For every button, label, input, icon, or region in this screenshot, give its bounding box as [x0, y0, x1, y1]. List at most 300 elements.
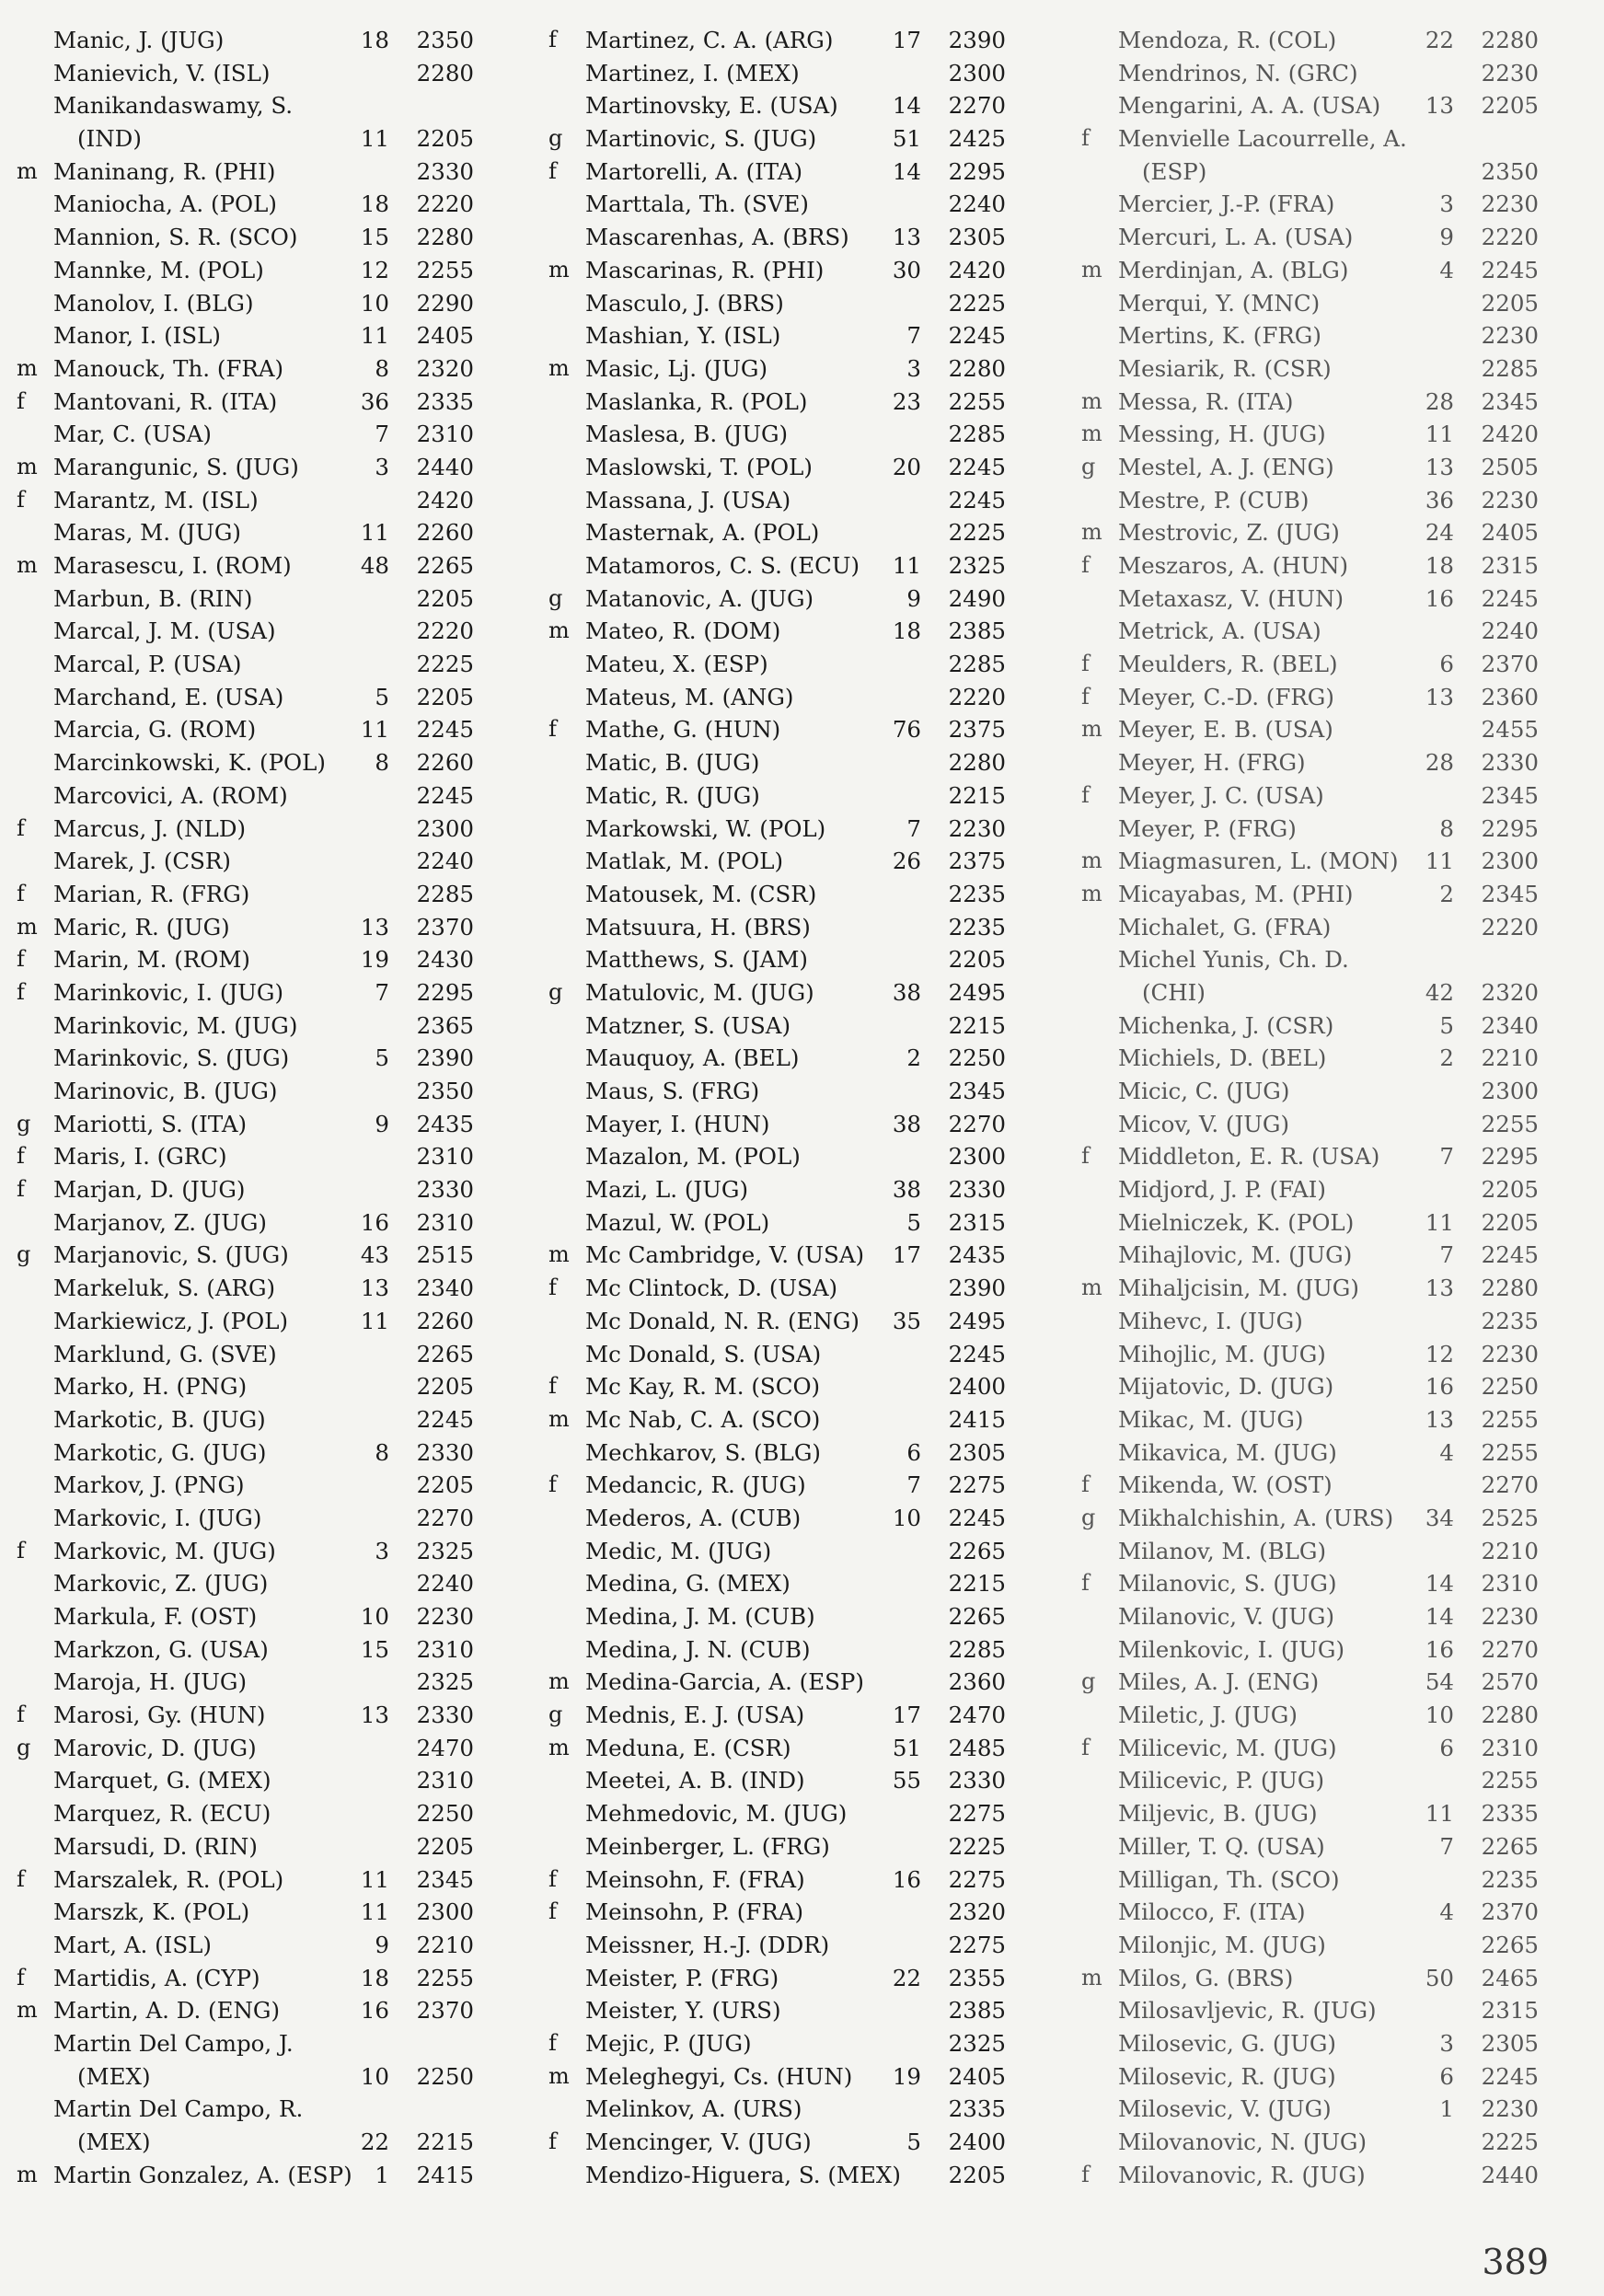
list-item	[1081, 516, 1560, 549]
rating: 2205	[416, 125, 474, 153]
player-name: Matic, B. (JUG)	[585, 749, 760, 777]
games-count: 16	[1425, 1635, 1454, 1663]
title-code: f	[1081, 1471, 1090, 1498]
rating: 2230	[1481, 322, 1539, 350]
rating: 2360	[1481, 683, 1539, 710]
list-item	[548, 713, 1027, 746]
title-code: f	[17, 1964, 25, 1990]
player-name: Markzon, G. (USA)	[53, 1635, 269, 1663]
title-code: m	[17, 913, 38, 940]
list-item	[548, 254, 1027, 287]
rating: 2245	[948, 322, 1006, 350]
player-name: (MEX)	[77, 2062, 151, 2090]
list-item	[17, 1962, 495, 1995]
rating: 2490	[948, 584, 1006, 612]
list-item	[1081, 549, 1560, 583]
column-1	[17, 24, 495, 2191]
player-name: Meyer, H. (FRG)	[1118, 749, 1306, 777]
games-count: 6	[906, 1438, 921, 1466]
list-item	[548, 122, 1027, 156]
rating: 2350	[416, 27, 474, 53]
list-item	[17, 1010, 495, 1043]
player-name: Milanovic, S. (JUG)	[1118, 1570, 1337, 1598]
player-name: Miller, T. Q. (USA)	[1118, 1832, 1325, 1860]
list-item	[17, 583, 495, 616]
games-count: 8	[375, 749, 389, 777]
player-name: Manolov, I. (BLG)	[53, 289, 254, 317]
player-name: Mielniczek, K. (POL)	[1118, 1208, 1355, 1236]
player-name: Marklund, G. (SVE)	[53, 1340, 277, 1367]
list-item	[548, 1797, 1027, 1830]
player-name: Medic, M. (JUG)	[585, 1537, 772, 1564]
games-count: 22	[1425, 27, 1454, 53]
rating: 2325	[416, 1668, 474, 1696]
rating: 2285	[948, 1635, 1006, 1663]
player-name: Micayabas, M. (PHI)	[1118, 880, 1354, 907]
rating: 2470	[416, 1734, 474, 1761]
list-item	[17, 845, 495, 878]
rating: 2245	[948, 453, 1006, 480]
list-item	[17, 615, 495, 648]
player-name: Mikenda, W. (OST)	[1118, 1471, 1333, 1499]
player-name: Milovanovic, R. (JUG)	[1118, 2161, 1366, 2188]
player-name: Messing, H. (JUG)	[1118, 421, 1326, 448]
games-count: 4	[1439, 1438, 1454, 1466]
list-item	[1081, 681, 1560, 714]
list-item	[1081, 2027, 1560, 2060]
games-count: 13	[360, 913, 389, 940]
list-item	[548, 1633, 1027, 1667]
player-name: Matousek, M. (CSR)	[585, 880, 817, 907]
list-item	[17, 2126, 495, 2159]
list-item	[1081, 779, 1560, 813]
games-count: 36	[360, 387, 389, 415]
list-item	[548, 1896, 1027, 1929]
player-name: Mannion, S. R. (SCO)	[53, 224, 298, 251]
title-code: m	[1081, 421, 1102, 447]
rating: 2330	[416, 1438, 474, 1466]
rating: 2255	[1481, 1405, 1539, 1433]
player-name: Micic, C. (JUG)	[1118, 1078, 1290, 1104]
games-count: 9	[375, 1110, 389, 1137]
title-code: g	[548, 978, 563, 1005]
player-name: Meleghegyi, Cs. (HUN)	[585, 2062, 853, 2090]
rating: 2215	[948, 1011, 1006, 1039]
player-name: Manievich, V. (ISL)	[53, 59, 271, 87]
player-name: Milicevic, P. (JUG)	[1118, 1767, 1325, 1794]
list-item	[548, 976, 1027, 1010]
games-count: 4	[1439, 256, 1454, 283]
games-count: 5	[375, 1044, 389, 1072]
list-item	[17, 1600, 495, 1633]
rating: 2205	[1481, 289, 1539, 317]
rating: 2305	[948, 1438, 1006, 1466]
player-name: Marasescu, I. (ROM)	[53, 552, 292, 579]
rating: 2285	[416, 880, 474, 907]
rating: 2205	[1481, 92, 1539, 120]
player-name: Mazul, W. (POL)	[585, 1208, 770, 1236]
title-code: f	[17, 880, 25, 906]
player-name: Marjanov, Z. (JUG)	[53, 1208, 267, 1236]
player-name: Marszalek, R. (POL)	[53, 1865, 284, 1893]
list-item	[1081, 89, 1560, 122]
rating: 2375	[948, 848, 1006, 875]
player-name: Masculo, J. (BRS)	[585, 289, 784, 317]
player-name: Marko, H. (PNG)	[53, 1373, 248, 1401]
rating: 2420	[1481, 421, 1539, 448]
games-count: 5	[1439, 1011, 1454, 1039]
player-name: Mijatovic, D. (JUG)	[1118, 1373, 1334, 1401]
player-name: Mariotti, S. (ITA)	[53, 1110, 248, 1137]
title-code: m	[17, 2161, 38, 2187]
games-count: 5	[375, 683, 389, 710]
rating: 2265	[948, 1537, 1006, 1564]
title-code: f	[17, 486, 25, 513]
rating: 2255	[1481, 1438, 1539, 1466]
player-name: Michel Yunis, Ch. D.	[1118, 946, 1349, 974]
player-name: Maninang, R. (PHI)	[53, 157, 276, 185]
list-item	[17, 976, 495, 1010]
list-item	[17, 911, 495, 944]
list-item	[1081, 1173, 1560, 1206]
player-name: Matamoros, C. S. (ECU)	[585, 552, 860, 579]
player-name: Marek, J. (CSR)	[53, 848, 231, 875]
player-name: Meister, P. (FRG)	[585, 1964, 779, 1991]
rating: 2265	[1481, 1931, 1539, 1958]
player-name: Marangunic, S. (JUG)	[53, 453, 299, 480]
rating: 2245	[948, 1504, 1006, 1531]
title-code: f	[1081, 651, 1090, 677]
rating: 2265	[416, 552, 474, 579]
player-name: Mc Kay, R. M. (SCO)	[585, 1373, 821, 1401]
player-name: Mestre, P. (CUB)	[1118, 486, 1310, 513]
list-item	[17, 1732, 495, 1765]
games-count: 34	[1425, 1504, 1454, 1531]
title-code: f	[17, 1865, 25, 1892]
list-item	[548, 2126, 1027, 2159]
rating: 2465	[1481, 1964, 1539, 1991]
player-name: Mercier, J.-P. (FRA)	[1118, 190, 1335, 218]
list-item	[1081, 1108, 1560, 1141]
player-name: Mihojlic, M. (JUG)	[1118, 1340, 1326, 1367]
rating: 2215	[948, 781, 1006, 809]
list-item	[1081, 878, 1560, 911]
list-item	[548, 1567, 1027, 1600]
player-name: Matanovic, A. (JUG)	[585, 584, 814, 612]
player-name: Marcal, P. (USA)	[53, 651, 242, 678]
player-name: Meulders, R. (BEL)	[1118, 651, 1338, 678]
player-name: Mauquoy, A. (BEL)	[585, 1044, 800, 1072]
player-name: Mazalon, M. (POL)	[585, 1143, 801, 1171]
player-name: Manor, I. (ISL)	[53, 322, 221, 350]
list-item	[548, 1929, 1027, 1962]
list-item	[17, 156, 495, 189]
list-item	[548, 1535, 1027, 1568]
list-item	[17, 1633, 495, 1667]
list-item	[17, 1075, 495, 1108]
games-count: 6	[1439, 1734, 1454, 1761]
rating: 2230	[948, 814, 1006, 842]
player-name: Masic, Lj. (JUG)	[585, 354, 767, 382]
title-code: g	[1081, 453, 1096, 479]
rating: 2275	[948, 1471, 1006, 1499]
list-item	[17, 878, 495, 911]
rating: 2225	[948, 519, 1006, 547]
player-name: Mederos, A. (CUB)	[585, 1504, 802, 1531]
games-count: 18	[892, 617, 921, 645]
title-code: f	[1081, 781, 1090, 808]
list-item	[17, 1994, 495, 2027]
rating: 2515	[416, 1241, 474, 1269]
games-count: 18	[360, 1964, 389, 1991]
list-item	[548, 746, 1027, 779]
rating: 2210	[1481, 1044, 1539, 1072]
list-item	[548, 1075, 1027, 1108]
rating: 2285	[948, 651, 1006, 678]
games-count: 16	[360, 1208, 389, 1236]
rating: 2205	[1481, 1176, 1539, 1204]
player-name: Markov, J. (PNG)	[53, 1471, 245, 1499]
player-name: Maslesa, B. (JUG)	[585, 421, 789, 448]
rating: 2250	[416, 1800, 474, 1828]
title-code: m	[1081, 387, 1102, 414]
player-name: Manic, J. (JUG)	[53, 27, 225, 53]
games-count: 14	[892, 157, 921, 185]
list-item	[1081, 254, 1560, 287]
title-code: g	[17, 1734, 31, 1760]
games-count: 76	[892, 716, 921, 744]
list-item	[1081, 1764, 1560, 1797]
games-count: 3	[375, 1537, 389, 1564]
list-item	[1081, 1994, 1560, 2027]
games-count: 42	[1425, 978, 1454, 1006]
list-item	[1081, 943, 1560, 976]
games-count: 11	[892, 552, 921, 579]
games-count: 38	[892, 1176, 921, 1204]
games-count: 2	[1439, 1044, 1454, 1072]
title-code: m	[548, 1668, 570, 1695]
player-name: Mercuri, L. A. (USA)	[1118, 224, 1354, 251]
player-name: Mc Cambridge, V. (USA)	[585, 1241, 865, 1269]
player-name: Miljevic, B. (JUG)	[1118, 1800, 1318, 1828]
rating: 2280	[416, 59, 474, 87]
rating: 2270	[1481, 1471, 1539, 1499]
games-count: 13	[360, 1702, 389, 1729]
list-item	[548, 1830, 1027, 1863]
rating: 2240	[948, 190, 1006, 218]
player-name: Mc Nab, C. A. (SCO)	[585, 1405, 821, 1433]
rating: 2405	[416, 322, 474, 350]
player-name: Michiels, D. (BEL)	[1118, 1044, 1327, 1072]
player-name: Martin Del Campo, J.	[53, 2029, 294, 2057]
title-code: m	[548, 256, 570, 283]
player-name: Mihevc, I. (JUG)	[1118, 1307, 1303, 1334]
player-name: Mascarenhas, A. (BRS)	[585, 224, 849, 251]
title-code: m	[548, 617, 570, 644]
rating: 2265	[1481, 1832, 1539, 1860]
title-code: f	[548, 1471, 557, 1498]
player-name: Marian, R. (FRG)	[53, 880, 250, 907]
title-code: f	[17, 1702, 25, 1728]
rating: 2305	[948, 224, 1006, 251]
player-name: Meinsohn, F. (FRA)	[585, 1865, 805, 1893]
title-code: f	[1081, 125, 1090, 152]
games-count: 16	[892, 1865, 921, 1893]
player-name: Messa, R. (ITA)	[1118, 387, 1294, 415]
player-name: Marcovici, A. (ROM)	[53, 781, 288, 809]
rating: 2210	[1481, 1537, 1539, 1564]
player-name: Markovic, M. (JUG)	[53, 1537, 276, 1564]
rating: 2370	[1481, 1898, 1539, 1926]
rating: 2225	[948, 289, 1006, 317]
rating: 2345	[416, 1865, 474, 1893]
rating: 2415	[416, 2161, 474, 2188]
player-name: Merdinjan, A. (BLG)	[1118, 256, 1349, 283]
games-count: 11	[360, 1865, 389, 1893]
list-item	[548, 1010, 1027, 1043]
rating: 2440	[416, 453, 474, 480]
games-count: 28	[1425, 749, 1454, 777]
player-name: Medina, J. M. (CUB)	[585, 1603, 815, 1630]
player-name: Melinkov, A. (URS)	[585, 2095, 802, 2123]
list-item	[17, 746, 495, 779]
player-name: Mazi, L. (JUG)	[585, 1176, 749, 1204]
rating: 2220	[1481, 913, 1539, 940]
list-item	[17, 1108, 495, 1141]
games-count: 9	[375, 1931, 389, 1958]
rating: 2330	[948, 1176, 1006, 1204]
player-name: Masternak, A. (POL)	[585, 519, 820, 547]
games-count: 22	[892, 1964, 921, 1991]
player-name: Meetei, A. B. (IND)	[585, 1767, 805, 1794]
list-item	[17, 451, 495, 484]
list-item	[1081, 1863, 1560, 1897]
rating: 2295	[1481, 1143, 1539, 1171]
games-count: 13	[1425, 92, 1454, 120]
list-item	[548, 1994, 1027, 2027]
player-name: Markowski, W. (POL)	[585, 814, 826, 842]
list-item	[548, 188, 1027, 221]
games-count: 7	[1439, 1143, 1454, 1171]
list-item	[1081, 287, 1560, 320]
rating: 2225	[1481, 2129, 1539, 2155]
rating: 2285	[1481, 354, 1539, 382]
games-count: 35	[892, 1307, 921, 1334]
rating: 2255	[1481, 1767, 1539, 1794]
rating: 2335	[416, 387, 474, 415]
player-name: Marbun, B. (RIN)	[53, 584, 253, 612]
rating: 2245	[416, 781, 474, 809]
title-code: g	[1081, 1504, 1096, 1530]
player-name: Mengarini, A. A. (USA)	[1118, 92, 1381, 120]
rating: 2315	[1481, 552, 1539, 579]
player-name: Mart, A. (ISL)	[53, 1931, 212, 1958]
player-name: Matlak, M. (POL)	[585, 848, 784, 875]
list-item	[548, 1469, 1027, 1502]
rating: 2305	[1481, 2029, 1539, 2057]
player-name: Manouck, Th. (FRA)	[53, 354, 284, 382]
rating: 2280	[1481, 27, 1539, 53]
rating: 2350	[1481, 157, 1539, 185]
player-name: Miles, A. J. (ENG)	[1118, 1668, 1320, 1696]
rating: 2230	[1481, 486, 1539, 513]
list-item	[17, 1403, 495, 1436]
games-count: 13	[892, 224, 921, 251]
player-name: Milos, G. (BRS)	[1118, 1964, 1294, 1991]
rating: 2385	[948, 617, 1006, 645]
rating: 2205	[416, 584, 474, 612]
player-name: Mashian, Y. (ISL)	[585, 322, 781, 350]
player-name: (MEX)	[77, 2129, 151, 2155]
games-count: 38	[892, 1110, 921, 1137]
player-name: (IND)	[77, 125, 142, 153]
rating: 2280	[948, 749, 1006, 777]
list-item	[1081, 1567, 1560, 1600]
player-name: Marantz, M. (ISL)	[53, 486, 259, 513]
list-item	[1081, 1830, 1560, 1863]
rating: 2335	[948, 2095, 1006, 2123]
rating: 2230	[1481, 59, 1539, 87]
player-name: Mc Donald, S. (USA)	[585, 1340, 822, 1367]
games-count: 1	[375, 2161, 389, 2188]
player-name: Metaxasz, V. (HUN)	[1118, 584, 1344, 612]
player-name: Mantovani, R. (ITA)	[53, 387, 278, 415]
list-item	[1081, 484, 1560, 517]
rating: 2425	[948, 125, 1006, 153]
list-item	[1081, 1535, 1560, 1568]
list-item	[1081, 1502, 1560, 1535]
list-item	[1081, 2126, 1560, 2159]
list-item	[548, 1502, 1027, 1535]
player-name: Marcia, G. (ROM)	[53, 716, 257, 744]
rating: 2310	[416, 1208, 474, 1236]
player-name: Markotic, G. (JUG)	[53, 1438, 267, 1466]
list-item	[1081, 648, 1560, 681]
list-item	[548, 779, 1027, 813]
list-item	[1081, 813, 1560, 846]
list-item	[1081, 583, 1560, 616]
rating: 2340	[416, 1275, 474, 1302]
rating: 2370	[416, 913, 474, 940]
list-item	[1081, 1633, 1560, 1667]
list-item	[1081, 1666, 1560, 1699]
list-item	[17, 1305, 495, 1338]
player-name: Marinkovic, I. (JUG)	[53, 978, 284, 1006]
games-count: 15	[360, 224, 389, 251]
rating: 2300	[1481, 848, 1539, 875]
games-count: 7	[375, 421, 389, 448]
player-name: Markovic, I. (JUG)	[53, 1504, 262, 1531]
list-item	[1081, 911, 1560, 944]
games-count: 13	[1425, 683, 1454, 710]
player-name: Metrick, A. (USA)	[1118, 617, 1321, 645]
list-item	[548, 1338, 1027, 1371]
games-count: 38	[892, 978, 921, 1006]
games-count: 17	[892, 1702, 921, 1729]
player-name: Marcinkowski, K. (POL)	[53, 749, 326, 777]
games-count: 11	[1425, 1800, 1454, 1828]
player-name: Mihaljcisin, M. (JUG)	[1118, 1275, 1359, 1302]
rating: 2250	[948, 1044, 1006, 1072]
player-name: Milosavljevic, R. (JUG)	[1118, 1997, 1377, 2025]
rating: 2330	[948, 1767, 1006, 1794]
list-item	[548, 1140, 1027, 1173]
player-name: Marttala, Th. (SVE)	[585, 190, 809, 218]
rating: 2245	[1481, 584, 1539, 612]
rating: 2350	[416, 1078, 474, 1104]
rating: 2295	[1481, 814, 1539, 842]
games-count: 26	[892, 848, 921, 875]
